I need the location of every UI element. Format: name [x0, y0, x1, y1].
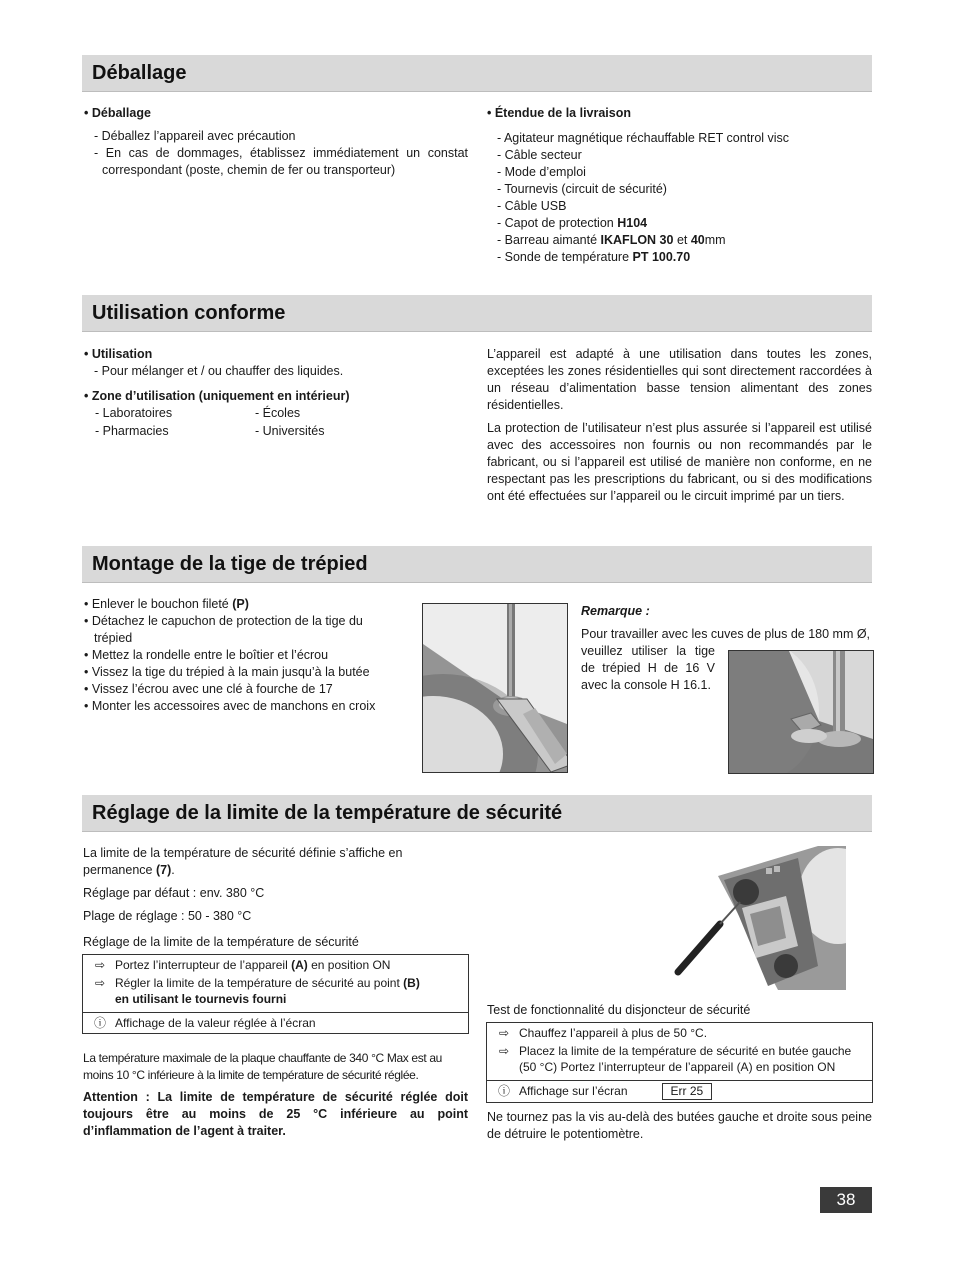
text: La limite de la température de sécurité définie s’affiche en permanence [83, 846, 403, 877]
text-bold: (P) [232, 597, 249, 611]
info-icon: ⓘ [497, 1084, 510, 1098]
list-item: - Laboratoires [95, 406, 173, 420]
text-bold: (A) [291, 958, 308, 972]
list-item: - Écoles [255, 406, 301, 420]
text: . [171, 863, 175, 877]
text: en position ON [307, 958, 391, 972]
list-item: - Câble USB [497, 199, 567, 213]
text: • Enlever le bouchon fileté [84, 597, 233, 611]
section-header-montage [82, 546, 872, 583]
table1-title: Réglage de la limite de la température de sécurité [83, 935, 359, 949]
table-safety-limit [82, 954, 469, 1034]
error-code-display: Err 25 [662, 1083, 713, 1100]
list-item: - Pour mélanger et / ou chauffer des liquides. [94, 364, 344, 378]
zone-list [84, 405, 468, 443]
table-row-info [83, 1012, 468, 1033]
max-temperature-paragraph: La température maximale de la plaque chauffante de 340 °C Max est au moins 10 °C inférieure à la limite de température de sécurité réglée. [83, 1051, 443, 1082]
arrow-icon: ⇨ [498, 1026, 510, 1040]
list-item: • Monter les accessoires avec de manchons en croix [84, 699, 376, 713]
text: Placez la limite de la température de sécurité en butée gauche (50 °C) Portez l’interrupteur de l’appareil (A) en position ON [519, 1044, 852, 1074]
montage-steps [84, 596, 400, 715]
arrow-icon: ⇨ [94, 976, 106, 990]
text: - Sonde de température [497, 250, 633, 264]
text-bold: H104 [617, 216, 648, 230]
text: mm [704, 233, 726, 247]
section-title: Utilisation conforme [92, 302, 286, 324]
list-item: • Vissez la tige du trépied à la main jusqu’à la butée [84, 665, 370, 679]
list-item: - En cas de dommages, établissez immédiatement un constat correspondant (poste, chemin de fer ou transporteur) [94, 146, 468, 177]
deballage-left-column [84, 105, 468, 179]
text: Affichage de la valeur réglée à l’écran [115, 1016, 316, 1030]
paragraph: La protection de l’utilisateur n’est plus assurée si l’appareil est utilisé avec des accessoires non fournis ou non recommandés par le fabricant, ou si l’appareil est utilisé de manière non conforme, en ne respectant pas les prescriptions du fabricant, ou si des modifications ont été effectuées sur l’appareil ou le circuit imprimé par un tiers. [487, 421, 872, 503]
utilisation-heading: • Utilisation [84, 347, 153, 361]
list-item: - Câble secteur [497, 148, 582, 162]
text: - Capot de protection [497, 216, 618, 230]
text: Régler la limite de la température de sécurité au point [115, 976, 404, 990]
text-bold: en utilisant le tournevis fourni [115, 992, 287, 1006]
table-row [487, 1043, 872, 1077]
arrow-icon: ⇨ [94, 958, 106, 972]
remark-line: Pour travailler avec les cuves de plus de 180 mm Ø, [581, 627, 871, 641]
default-setting: Réglage par défaut : env. 380 °C [83, 886, 265, 900]
photo-device-screwdriver [668, 846, 846, 990]
photo-wrench-rod [422, 603, 568, 773]
info-icon: ⓘ [93, 1016, 106, 1030]
zone-heading: • Zone d’utilisation (uniquement en intérieur) [84, 389, 350, 403]
section-title: Montage de la tige de trépied [92, 553, 368, 575]
text-bold: (7) [155, 863, 172, 877]
list-item: - Universités [255, 424, 325, 438]
text-bold: (B) [403, 976, 420, 990]
remark-title: Remarque : [581, 604, 650, 618]
wrench-illustration [423, 604, 567, 772]
text: Affichage sur l’écran [519, 1084, 628, 1098]
utilisation-left-column [84, 346, 468, 443]
text: Chauffez l’appareil à plus de 50 °C. [519, 1026, 708, 1040]
reglage-intro [83, 845, 423, 925]
section-title: Réglage de la limite de la température de sécurité [92, 802, 563, 824]
arrow-icon: ⇨ [498, 1044, 510, 1058]
list-item: • Détachez le capuchon de protection de la tige du trépied [84, 614, 363, 645]
attention-paragraph: Attention : La limite de température de sécurité réglée doit toujours être au moins de 25 °C inférieure au point d’inflammation de l’agent à traiter. [83, 1090, 468, 1138]
text-bold: 40 [690, 233, 705, 247]
setting-range: Plage de réglage : 50 - 380 °C [83, 909, 252, 923]
deballage-right-column [487, 105, 872, 266]
list-item: - Déballez l’appareil avec précaution [94, 129, 296, 143]
warning-paragraph: Ne tournez pas la vis au-delà des butées gauche et droite sous peine de détruire le potentiomètre. [487, 1110, 872, 1141]
list-item: - Tournevis (circuit de sécurité) [497, 182, 667, 196]
device-illustration [668, 846, 846, 990]
paragraph [83, 845, 423, 879]
text-bold: IKAFLON 30 [600, 233, 674, 247]
table2-title: Test de fonctionnalité du disjoncteur de sécurité [487, 1003, 751, 1017]
table-row [83, 955, 468, 975]
text: - Barreau aimanté [497, 233, 601, 247]
table-row-info [487, 1080, 872, 1102]
page-number: 38 [820, 1187, 872, 1213]
table-row [487, 1023, 872, 1043]
deballage-heading: • Déballage [84, 106, 151, 120]
remark-text: veuillez utiliser la tige de trépied H de 16 V avec la console H 16.1. [581, 644, 715, 692]
list-item: • Mettez la rondelle entre le boîtier et l’écrou [84, 648, 329, 662]
list-item-barreau [487, 232, 872, 249]
list-item: - Agitateur magnétique réchauffable RET control visc [497, 131, 790, 145]
text-bold: PT 100.70 [632, 250, 691, 264]
section-title: Déballage [92, 62, 187, 84]
rod-base-illustration [729, 651, 873, 773]
list-item: • Vissez l’écrou avec une clé à fourche de 17 [84, 682, 333, 696]
table-breaker-test [486, 1022, 873, 1103]
section-header-reglage [82, 795, 872, 832]
text: et [673, 233, 691, 247]
list-item [84, 596, 400, 613]
list-item: - Mode d’emploi [497, 165, 586, 179]
section-header-deballage [82, 55, 872, 92]
section-header-utilisation [82, 295, 872, 332]
text: Portez l’interrupteur de l’appareil [115, 958, 292, 972]
table-row [83, 975, 468, 1009]
delivery-heading: • Étendue de la livraison [487, 106, 632, 120]
utilisation-right-column [487, 346, 872, 505]
paragraph: L’appareil est adapté à une utilisation dans toutes les zones, exceptées les zones résidentielles qui sont directement raccordées à un réseau d’alimentation basse tension alimentant des zones résidentielles. [487, 347, 872, 412]
photo-rod-base [728, 650, 874, 774]
list-item: - Pharmacies [95, 424, 169, 438]
list-item-sonde [487, 249, 872, 266]
list-item-capot [487, 215, 872, 232]
